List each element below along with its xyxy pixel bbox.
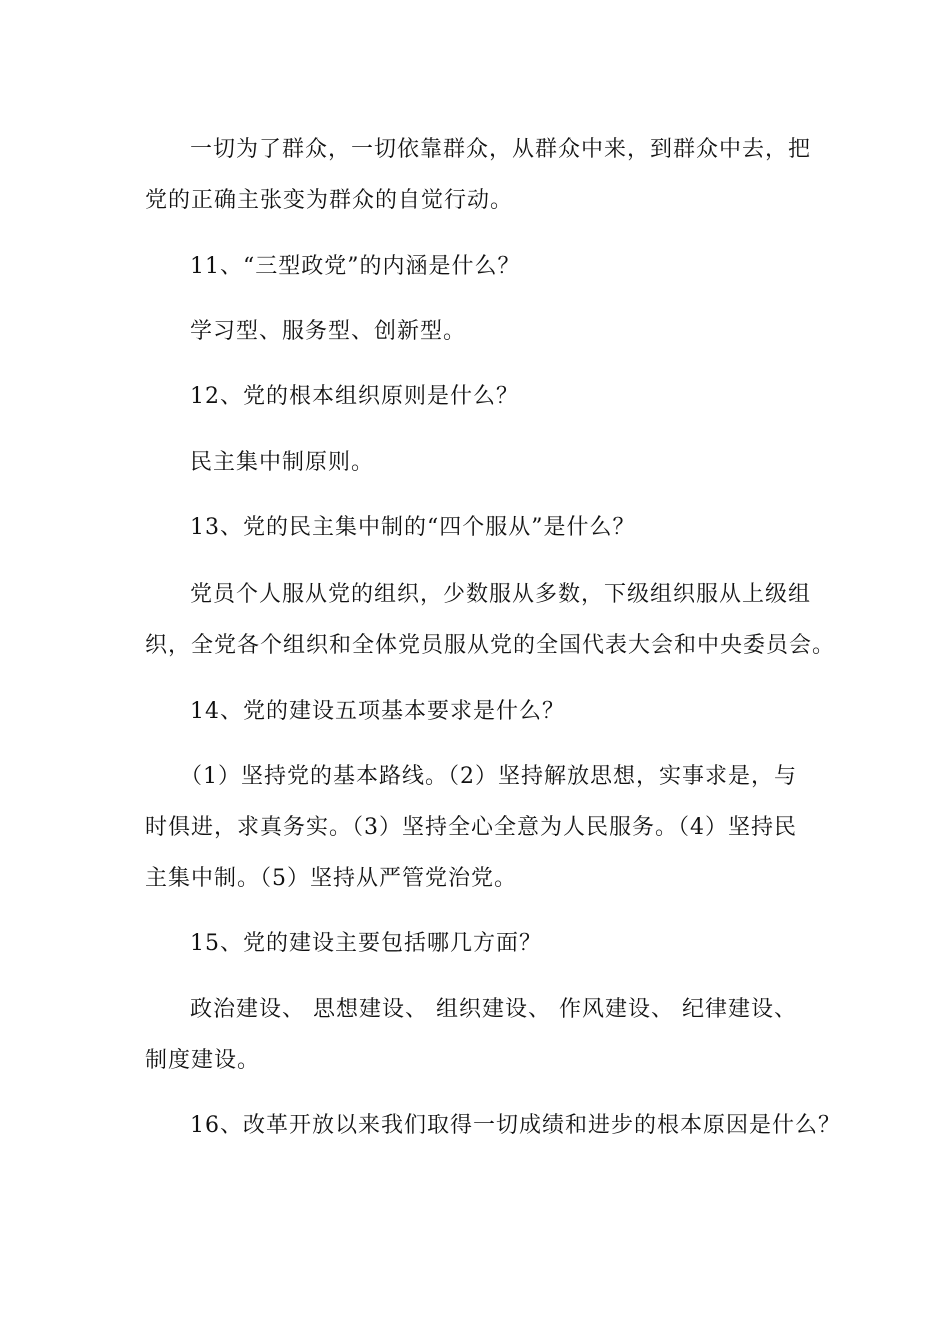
answer-13-line-2: 织，全党各个组织和全体党员服从党的全国代表大会和中央委员会。: [145, 633, 836, 658]
question-14: 14、党的建设五项基本要求是什么？: [190, 699, 565, 724]
answer-14-line-1: （1）坚持党的基本路线。（2）坚持解放思想，实事求是，与: [180, 764, 797, 789]
answer-14-line-3: 主集中制。（5）坚持从严管党治党。: [145, 866, 517, 891]
answer-13-line-1: 党员个人服从党的组织，少数服从多数，下级组织服从上级组: [190, 582, 812, 607]
answer-15-line-2: 制度建设。: [145, 1048, 261, 1073]
answer-10-line-2: 党的正确主张变为群众的自觉行动。: [145, 188, 514, 213]
question-16: 16、改革开放以来我们取得一切成绩和进步的根本原因是什么？: [190, 1113, 841, 1138]
question-13: 13、党的民主集中制的“四个服从”是什么？: [190, 515, 636, 540]
answer-10-line-1: 一切为了群众，一切依靠群众，从群众中来，到群众中去，把: [190, 137, 812, 162]
question-12: 12、党的根本组织原则是什么？: [190, 384, 519, 409]
question-15: 15、党的建设主要包括哪几方面？: [190, 931, 542, 956]
question-11: 11、“三型政党”的内涵是什么？: [190, 254, 521, 279]
answer-15-line-1: 政治建设、 思想建设、 组织建设、 作风建设、 纪律建设、: [190, 997, 797, 1022]
answer-12: 民主集中制原则。: [190, 450, 375, 475]
answer-11: 学习型、服务型、创新型。: [190, 319, 467, 344]
answer-14-line-2: 时俱进，求真务实。（3）坚持全心全意为人民服务。（4）坚持民: [145, 815, 797, 840]
